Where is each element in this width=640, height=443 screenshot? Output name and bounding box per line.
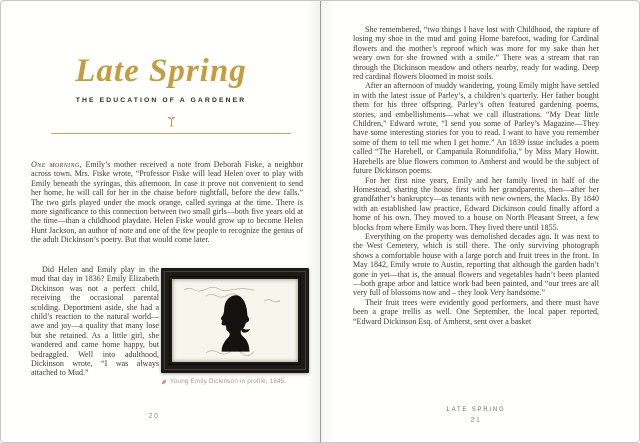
handwritten-inscription-lines — [172, 279, 298, 362]
figure-caption — [161, 378, 311, 385]
right-paragraph-4: Everything on the property was demolished decades ago. It was next to the West Cemetery, which is still there. The only surviving photograph shows a comfortable house with a large porch and fruit trees in the front. In May 1842, Emily wrote to Austin, reporting that although the garden hadn’t gone in yet—that is, the annual flowers and vegetables hadn’t been planted—both grape arbor and lattice work had been painted, and “our trees are all very full of blossoms now and – they look Very handsome.” — [353, 231, 599, 298]
right-paragraph-1: She remembered, “two things I have lost with Childhood, the rapture of losing my shoe in the mud and going Home barefoot, wading for Cardinal flowers and the mother’s reproof which was more for my sake than her weary own for she frowned with a smile.” There was a stream that ran through the Dickinson meadow and others nearby, ready for wading. Deep red cardinal flowers bloomed in moist soils. — [353, 25, 599, 82]
gold-rule — [51, 133, 291, 134]
page-number-left: 20 — [148, 413, 160, 420]
left-paragraph-1 — [31, 160, 303, 245]
gutter-shadow-right — [321, 1, 335, 442]
left-paragraph-2: Did Helen and Emily play in the mud that day in 1836? Emily Elizabeth Dickinson was not a perfect child, receiving the occasional parental scolding. Deportment aside, she had a child’s reaction to the natural world—awe and joy—a quality that many lose but she retained. As a little girl, she wandered and came home happy, but bedraggled. Well into adulthood, Dickinson wrote, “I was always attached to Mud.” — [31, 265, 159, 378]
silhouette-image — [207, 293, 262, 355]
silhouette-figure-frame — [161, 268, 309, 373]
right-paragraph-2: After an afternoon of muddy wandering, young Emily might have settled in with the latest issue of Parley’s, a children’s quarterly. Her father bought them for his three offspring. Parley’s often featured gardening poems, stories, and embellishments—what we call illustrations. “My Dear little Children,” Edward wrote, “I send you some of Parley’s Magazine—They have some interesting stories for you to read. I want to have you remember some of them to tell me when I get home.” An 1839 issue includes a poem called “The Harebell, or Campanula Rotundifolia,” by Miss Mary Howitt. Harebells are blue flowers common to Amherst and would be the subject of future Dickinson poems. — [353, 81, 599, 176]
chapter-divider — [51, 114, 291, 142]
spine-gutter-line — [320, 1, 321, 442]
figure-mat — [172, 279, 298, 362]
page-number-right: 21 — [470, 417, 482, 424]
chapter-subtitle: THE EDUCATION OF A GARDENER — [75, 97, 247, 104]
paragraph-lead-in: One morning, — [31, 160, 83, 169]
right-paragraph-3: For her first nine years, Emily and her family lived in half of the Homestead, sharing the house first with her grandparents, then—after her grandfather’s bankruptcy—as tenants with new owners, the Macks. By 1840 with an established law practice, Edward Dickinson could finally afford a home of his own. They moved to a house on North Pleasant Street, a few blocks from where Emily was born. They lived there until 1855. — [353, 175, 599, 232]
paragraph-text: Emily’s mother received a note from Deborah Fiske, a neighbor across town. Mrs. Fiske wrote, “Professor Fiske will lead Helen over to play with Emily beneath the syringas, this afternoon. In case it prove not convenient to send her home, he will call for her in the chaise before nightfall, before the dew falls.” The two girls played under the mock orange, called syringa at the time. There is more significance to this connection between two small girls—both five years old at the time—than a childhood playdate. Helen Fiske would grow up to become Helen Hunt Jackson, an author of note and one of the few people to recognize the genius of the adult Dickinson’s poetry. But that would come later. — [31, 160, 304, 245]
chapter-title: Late Spring — [75, 53, 247, 89]
orange-leaf-icon — [161, 379, 167, 385]
running-footer: LATE SPRING — [446, 407, 506, 413]
right-page-text-block — [353, 25, 599, 326]
gold-sprig-icon — [166, 114, 177, 125]
figure-caption-text: Young Emily Dickinson in profile, 1845. — [170, 378, 287, 385]
right-paragraph-5: Their fruit trees were evidently good performers, and there must have been a grape trellis as well. One September, the local paper reported, “Edward Dickinson Esq. of Amherst, sent over a basket — [353, 297, 599, 326]
gutter-shadow-left — [306, 1, 320, 442]
